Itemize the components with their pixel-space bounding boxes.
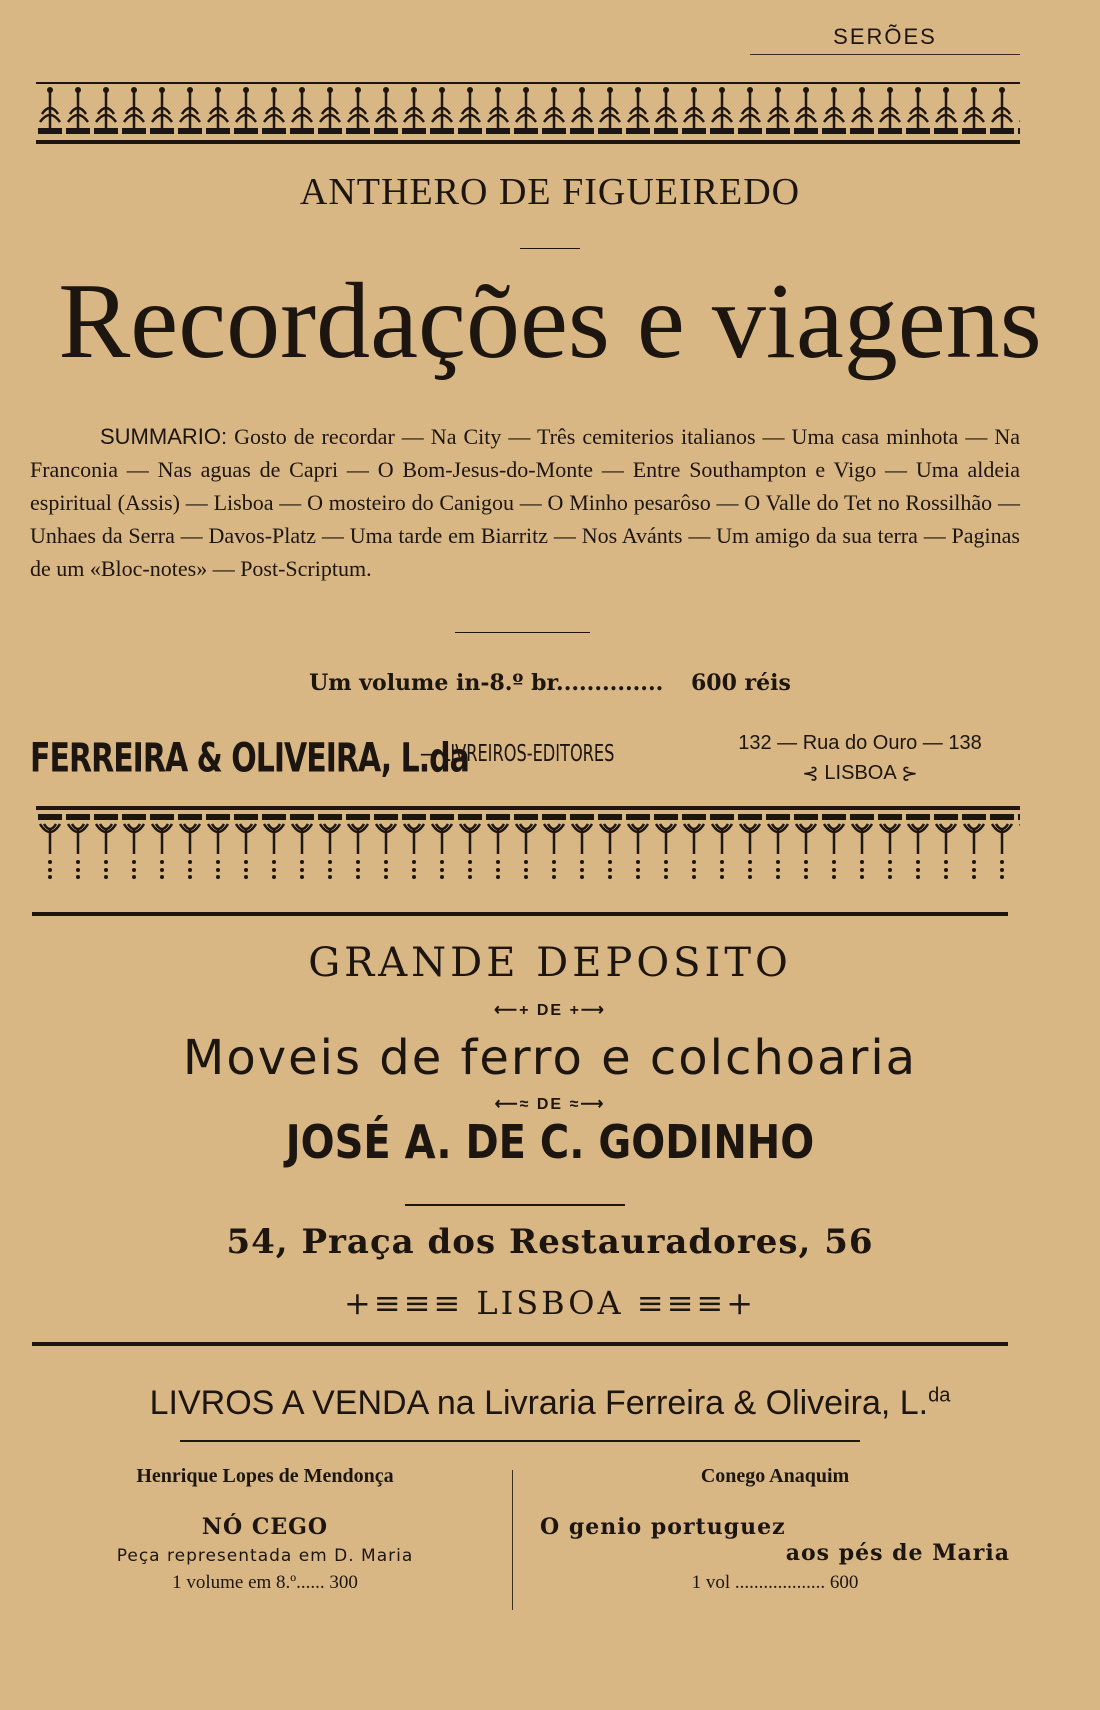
book-left bbox=[30, 1465, 500, 1594]
owner-name: JOSÉ A. DE C. GODINHO bbox=[285, 1116, 815, 1170]
book-right-author: Conego Anaquim bbox=[700, 1465, 850, 1487]
arrow-left-icon: ⟵+ bbox=[494, 1002, 531, 1019]
books-heading-rest: na Livraria Ferreira & Oliveira, L. bbox=[427, 1384, 929, 1422]
summary-text: Gosto de recordar — Na City — Três cemiterios italianos — Uma casa minhota — Na Franconia — Nas aguas de Capri — O Bom-Jesus-do-Monte — Entre Southampton e Vigo — Uma aldeia espiritual (Assis) — Lisboa — O mosteiro do Canigou — O Minho pesarôso — O Valle do Tet no Rossilhão — Unhaes da Serra — Davos-Platz — Uma tarde em Biarritz — Nos Avánts — Um amigo da sua terra — Paginas de um «Bloc-notes» — Post-Scriptum. bbox=[30, 424, 1020, 581]
running-head: SERÕES bbox=[750, 24, 1020, 55]
column-divider bbox=[512, 1470, 513, 1610]
books-heading bbox=[0, 1384, 1100, 1423]
bottom-ornament-border bbox=[36, 806, 1020, 882]
book-left-subtitle: Peça representada em D. Maria bbox=[116, 1546, 414, 1566]
publisher-name: FERREIRA & OLIVEIRA, L.da bbox=[30, 735, 469, 783]
summary-label: SUMMARIO: bbox=[100, 424, 228, 449]
book-left-title: NÓ CEGO bbox=[201, 1514, 329, 1540]
deposit-address: 54, Praça dos Restauradores, 56 bbox=[226, 1222, 874, 1262]
left-flourish-icon: +≡≡≡ bbox=[343, 1284, 464, 1322]
book-left-price: 1 volume em 8.º...... 300 bbox=[172, 1572, 358, 1593]
right-flourish-icon: ≡≡≡+ bbox=[636, 1284, 757, 1322]
product-line: Moveis de ferro e colchoaria bbox=[182, 1030, 918, 1086]
books-heading-main: LIVROS A VENDA bbox=[149, 1384, 428, 1422]
book-right-title-2: aos pés de Maria bbox=[785, 1540, 1010, 1566]
address-city-row bbox=[700, 758, 1020, 789]
summary-divider bbox=[455, 632, 590, 633]
deposit-heading: GRANDE DEPOSITO bbox=[308, 940, 792, 986]
arrow-left-icon: ⟵≈ bbox=[494, 1096, 531, 1113]
de-label-2: DE bbox=[536, 1096, 564, 1113]
deposit-city-label: LISBOA bbox=[476, 1284, 624, 1322]
short-divider bbox=[520, 248, 580, 249]
books-heading-sup: da bbox=[928, 1384, 951, 1407]
book-title: Recordações e viagens bbox=[58, 262, 1042, 381]
address-city: LISBOA bbox=[824, 762, 896, 784]
volume-format: Um volume in-8.º br.............. bbox=[309, 670, 664, 696]
arrow-right-icon: +⟶ bbox=[569, 1002, 606, 1019]
publisher-address bbox=[700, 728, 1020, 789]
address-street: 132 — Rua do Ouro — 138 bbox=[738, 732, 982, 754]
owner-divider bbox=[405, 1204, 625, 1206]
books-bracket-rule bbox=[180, 1440, 860, 1442]
section-rule-2 bbox=[32, 1342, 1008, 1346]
arrow-right-icon: ≈⟶ bbox=[569, 1096, 606, 1113]
book-right-title-1: O genio portuguez bbox=[540, 1514, 786, 1540]
volume-price: 600 réis bbox=[690, 670, 791, 696]
book-right bbox=[540, 1465, 1010, 1594]
author-name: ANTHERO DE FIGUEIREDO bbox=[299, 171, 801, 213]
publisher-subtitle: — LIVREIROS-EDITORES bbox=[420, 740, 615, 768]
de-divider-1 bbox=[0, 1000, 1100, 1020]
de-label-1: DE bbox=[536, 1002, 564, 1019]
de-divider-2 bbox=[0, 1094, 1100, 1114]
right-flourish-icon: ⊱ bbox=[901, 762, 918, 785]
book-right-price: 1 vol ................... 600 bbox=[691, 1572, 859, 1593]
top-ornament-border bbox=[36, 82, 1020, 144]
volume-line bbox=[0, 670, 1100, 696]
left-flourish-icon: ⊰ bbox=[802, 762, 819, 785]
summary-paragraph bbox=[30, 420, 1020, 585]
deposit-city bbox=[0, 1284, 1100, 1322]
book-left-author: Henrique Lopes de Mendonça bbox=[136, 1465, 394, 1487]
section-rule-1 bbox=[32, 912, 1008, 916]
